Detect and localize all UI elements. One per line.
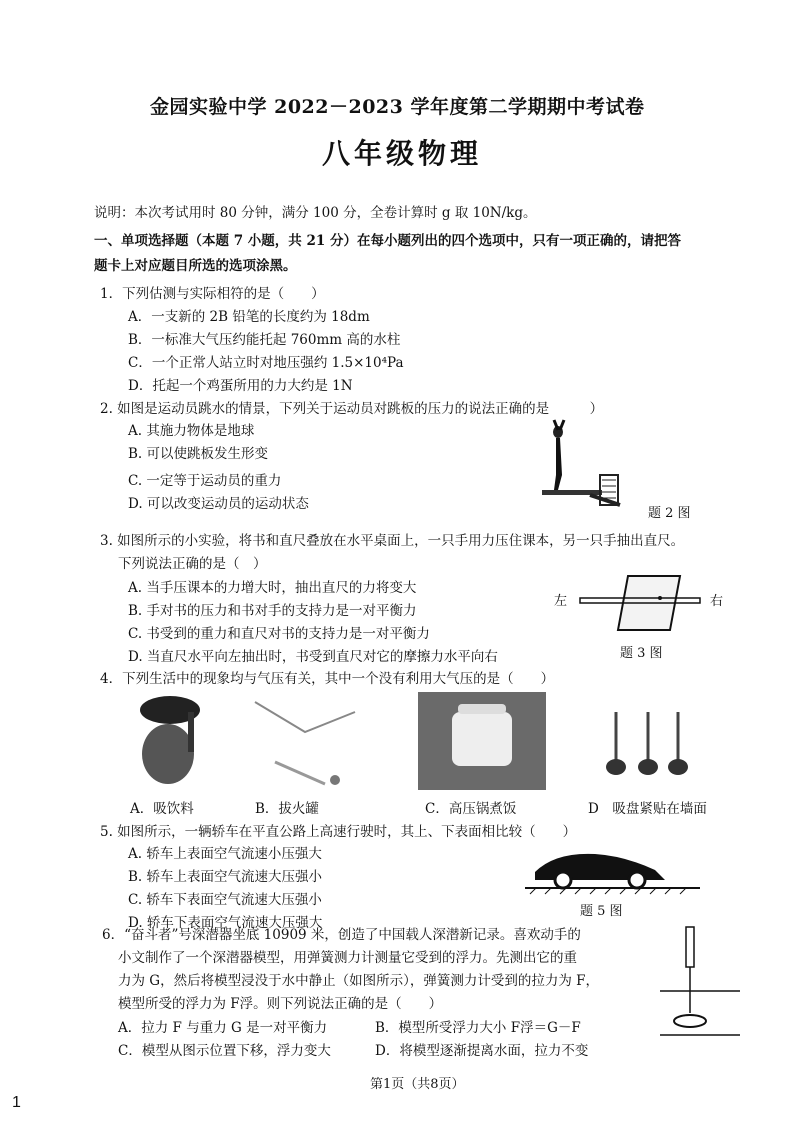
diver-figure [520, 420, 630, 510]
q2-option-a: A. 其施力物体是地球 [128, 423, 255, 439]
q3-figure-right-label: 右 [710, 594, 724, 609]
q2-option-d: D. 可以改变运动员的运动状态 [128, 496, 309, 512]
q6-stem-line4: 模型所受的浮力为 F浮。则下列说法正确的是（ ） [118, 996, 443, 1012]
subject-title: 八年级物理 [322, 137, 483, 170]
q5-option-d: D. 轿车下表面空气流速大压强大 [128, 915, 323, 931]
q3-option-d: D. 当直尺水平向左抽出时，书受到直尺对它的摩擦力水平向右 [128, 649, 498, 665]
q4-image-d [596, 692, 716, 790]
q3-option-c: C. 书受到的重力和直尺对书的支持力是一对平衡力 [128, 626, 430, 642]
q1-option-d: D．托起一个鸡蛋所用的力大约是 1N [128, 378, 353, 394]
q2-stem: 2. 如图是运动员跳水的情景，下列关于运动员对跳板的压力的说法正确的是 ） [100, 401, 604, 417]
q4-option-c: C．高压锅煮饭 [425, 801, 517, 817]
q4-image-c [418, 692, 546, 790]
q3-stem2: 下列说法正确的是（ ） [118, 556, 267, 572]
q1-option-c: C．一个正常人站立时对地压强约 1.5×10⁴Pa [128, 355, 404, 371]
instructions: 说明：本次考试用时 80 分钟，满分 100 分，全卷计算时 g 取 10N/kg。 [94, 205, 537, 221]
q5-option-b: B. 轿车上表面空气流速大压强小 [128, 869, 323, 885]
q1-option-a: A．一支新的 2B 铅笔的长度约为 18dm [128, 309, 370, 325]
q6-stem-line2: 小文制作了一个深潜器模型，用弹簧测力计测量它受到的浮力。先测出它的重 [118, 950, 577, 966]
q5-figure-caption: 题 5 图 [580, 904, 623, 919]
q3-stem: 3. 如图所示的小实验，将书和直尺叠放在水平桌面上，一只手用力压住课本，另一只手抽出直尺。 [100, 533, 685, 549]
q3-figure-caption: 题 3 图 [620, 646, 663, 661]
book-ruler-figure [570, 568, 710, 638]
q3-option-b: B. 手对书的压力和书对手的支持力是一对平衡力 [128, 603, 417, 619]
q6-option-a: A．拉力 F 与重力 G 是一对平衡力 [118, 1020, 328, 1036]
q4-stem: 4．下列生活中的现象均与气压有关，其中一个没有利用大气压的是（ ） [100, 671, 555, 687]
q4-option-b: B．拔火罐 [255, 801, 319, 817]
q1-stem: 1．下列估测与实际相符的是（ ） [100, 286, 325, 302]
q6-stem-line1: 6．“奋斗者”号深潜器坐底 10909 米，创造了中国载人深潜新记录。喜欢动手的 [102, 927, 581, 943]
spring-scale-figure [660, 925, 745, 1040]
q4-option-d: D 吸盘紧贴在墙面 [588, 801, 707, 817]
q2-option-b: B. 可以使跳板发生形变 [128, 446, 269, 462]
q4-image-a [128, 692, 218, 790]
q6-option-c: C．模型从图示位置下移，浮力变大 [118, 1043, 331, 1059]
section1-line1: 一、单项选择题（本题 7 小题，共 21 分）在每小题列出的四个选项中，只有一项正确的，请把答 [94, 233, 681, 249]
q3-option-a: A. 当手压课本的力增大时，抽出直尺的力将变大 [128, 580, 417, 596]
q3-figure-left-label: 左 [554, 594, 568, 609]
q6-option-d: D．将模型逐渐提离水面，拉力不变 [375, 1043, 589, 1059]
q5-option-c: C. 轿车下表面空气流速大压强小 [128, 892, 322, 908]
q2-figure-caption: 题 2 图 [648, 506, 691, 521]
page-number: 第1页（共8页） [370, 1077, 465, 1092]
q4-option-a: A．吸饮料 [130, 801, 194, 817]
q2-option-c: C. 一定等于运动员的重力 [128, 473, 282, 489]
q1-option-b: B．一标准大气压约能托起 760mm 高的水柱 [128, 332, 401, 348]
q6-option-b: B．模型所受浮力大小 F浮＝G－F [375, 1020, 581, 1036]
exam-title: 金园实验中学 2022－2023 学年度第二学期期中考试卷 [150, 96, 645, 118]
q5-option-a: A. 轿车上表面空气流速小压强大 [128, 846, 322, 862]
q6-stem-line3: 力为 G，然后将模型浸没于水中静止（如图所示），弹簧测力计受到的拉力为 F， [118, 973, 599, 989]
car-figure [525, 842, 700, 894]
margin-mark: 1 [12, 1094, 21, 1111]
q5-stem: 5. 如图所示，一辆轿车在平直公路上高速行驶时，其上、下表面相比较（ ） [100, 824, 577, 840]
section1-line2: 题卡上对应题目所选的选项涂黑。 [94, 258, 297, 274]
q4-image-b [245, 692, 365, 790]
